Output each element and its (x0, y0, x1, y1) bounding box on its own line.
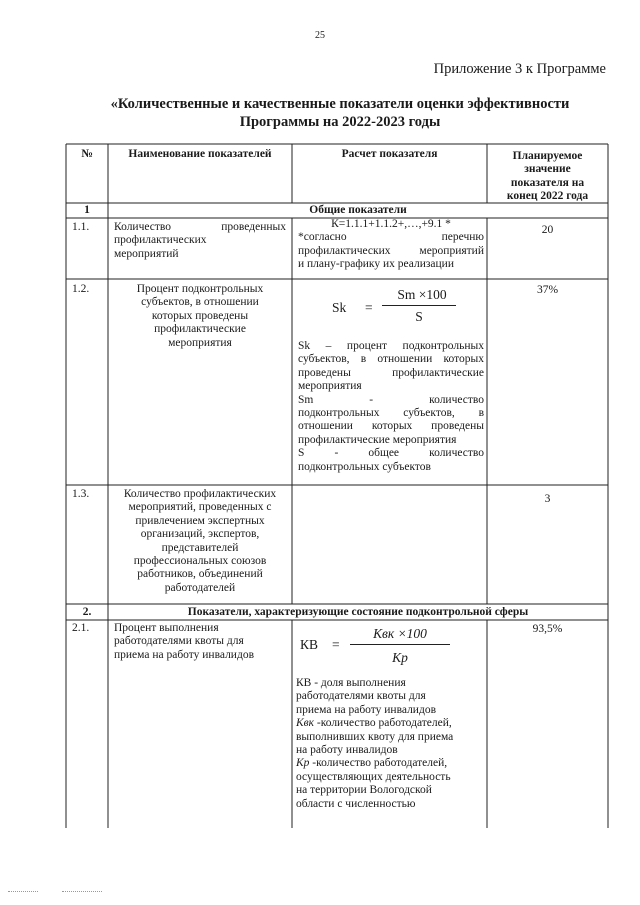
row21-name (114, 622, 290, 662)
row12-desc-line: субъектов, в отношении которых (298, 353, 484, 366)
row12-formula (292, 279, 487, 341)
scan-mark (8, 891, 38, 892)
title-line-2: Программы на 2022-2023 годы (239, 114, 441, 130)
section1-num: 1 (84, 204, 90, 216)
appendix-label: Приложение 3 к Программе (433, 61, 606, 77)
header-plan-line: показателя на (510, 176, 585, 189)
section1-label: Общие показатели (309, 204, 407, 216)
row11-num: 1.1. (72, 221, 90, 233)
row12-name-line: которых проведены (151, 309, 249, 322)
row11-calc (298, 218, 484, 272)
row13-num: 1.3. (72, 488, 90, 500)
row21-desc-line: осуществляющих деятельность (296, 770, 451, 783)
row13-value: 3 (544, 493, 551, 505)
row21-value: 93,5% (532, 623, 563, 635)
row12-desc-line: подконтрольных субъектов (298, 460, 431, 473)
document-title (60, 95, 620, 131)
formula-equals: = (365, 300, 373, 315)
header-plan (487, 150, 608, 204)
row12-name-line: Процент подконтрольных (136, 283, 264, 295)
formula-numerator: Квк ×100 (373, 626, 427, 641)
header-plan-line: значение (524, 163, 571, 176)
symbol-kvk: Квк (296, 717, 315, 730)
row12-desc-line: мероприятия (298, 380, 362, 393)
row21-desc-line: Квк -количество работодателей, (296, 717, 452, 730)
row12-num: 1.2. (72, 283, 90, 295)
formula-lhs: Sk (332, 300, 347, 315)
row21-desc-line: Кр -количество работодателей, (296, 757, 448, 770)
row11-value: 20 (541, 224, 554, 236)
row13-name-line: профессиональных союзов (133, 555, 267, 568)
row12-desc-line: отношении которых проведены (298, 420, 484, 433)
row11-name-line: Количество проведенных (114, 221, 286, 233)
header-num: № (81, 148, 93, 160)
section2-num: 2. (82, 606, 92, 618)
row13-name-line: мероприятий, проведенных с (128, 501, 272, 514)
row13-name-line: Количество профилактических (123, 488, 277, 500)
page-number: 25 (315, 30, 325, 41)
row13-name-line: представителей (161, 541, 239, 554)
row12-desc-line: S - общее количество (298, 447, 484, 460)
row21-desc-line: выполнивших квоту для приема (296, 730, 454, 743)
row21-desc-line: работодателями квоты для (296, 690, 426, 703)
row11-note-line: и плану-графику их реализации (298, 258, 454, 271)
header-calc: Расчет показателя (341, 148, 438, 160)
row21-desc-line: на работу инвалидов (296, 744, 398, 757)
row11-name-line: мероприятий (114, 247, 179, 260)
row12-desc (298, 340, 484, 474)
row13-name-line: привлечением экспертных (135, 514, 265, 527)
formula-lhs: КВ (300, 637, 319, 652)
row21-name-line: работодателями квоты для (114, 635, 244, 648)
row12-desc-line: подконтрольных субъектов, в (298, 407, 484, 420)
row21-name-line: Процент выполнения (114, 622, 219, 634)
fraction-bar (382, 305, 456, 306)
row12-desc-line: Sk – процент подконтрольных (298, 340, 484, 352)
row21-desc-line: приема на работу инвалидов (296, 703, 436, 716)
row12-desc-line: проведены профилактические (298, 366, 484, 379)
row21-name-line: приема на работу инвалидов (114, 648, 254, 661)
header-name: Наименование показателей (128, 148, 272, 160)
row12-name-line: профилактические (154, 323, 246, 336)
row13-name-line: организаций, экспертов, (140, 528, 260, 541)
row12-name (110, 283, 290, 350)
header-plan-line: конец 2022 года (506, 190, 589, 203)
row21-formula (292, 620, 487, 682)
row21-desc-line: КВ - доля выполнения (296, 677, 406, 689)
row12-value: 37% (536, 284, 559, 296)
header-plan-line: Планируемое (512, 150, 583, 162)
row11-formula: К=1.1.1+1.1.2+,…,+9.1 * (331, 218, 451, 230)
row13-name-line: работников, объединений (137, 568, 263, 581)
row11-note-line: профилактических мероприятий (298, 244, 484, 257)
section2-label: Показатели, характеризующие состояние подконтрольной сферы (187, 606, 529, 618)
row21-desc-line: области с численностью (296, 797, 416, 810)
row13-name (108, 488, 292, 595)
row13-name-line: работодателей (164, 581, 236, 594)
formula-numerator: Sm ×100 (397, 287, 447, 302)
row21-num: 2.1. (72, 622, 90, 634)
row12-desc-line: профилактические мероприятия (298, 433, 457, 446)
title-line-1: «Количественные и качественные показатели оценки эффективности (110, 96, 570, 112)
symbol-kr: Кр (296, 757, 310, 770)
row12-desc-line: Sm - количество (298, 393, 484, 406)
row11-note-line: *согласно перечню (298, 231, 484, 244)
scan-mark (62, 891, 102, 892)
row12-name-line: мероприятия (168, 336, 232, 349)
fraction-bar (350, 644, 450, 645)
row12-name-line: субъектов, в отношении (141, 296, 259, 309)
formula-equals: = (332, 637, 340, 652)
row21-desc (296, 677, 484, 811)
row11-name-line: профилактических (114, 234, 207, 247)
formula-denominator: S (415, 309, 423, 324)
formula-denominator: Кр (392, 650, 408, 665)
row21-desc-line: на территории Вологодской (296, 784, 432, 797)
row11-name (114, 221, 286, 261)
